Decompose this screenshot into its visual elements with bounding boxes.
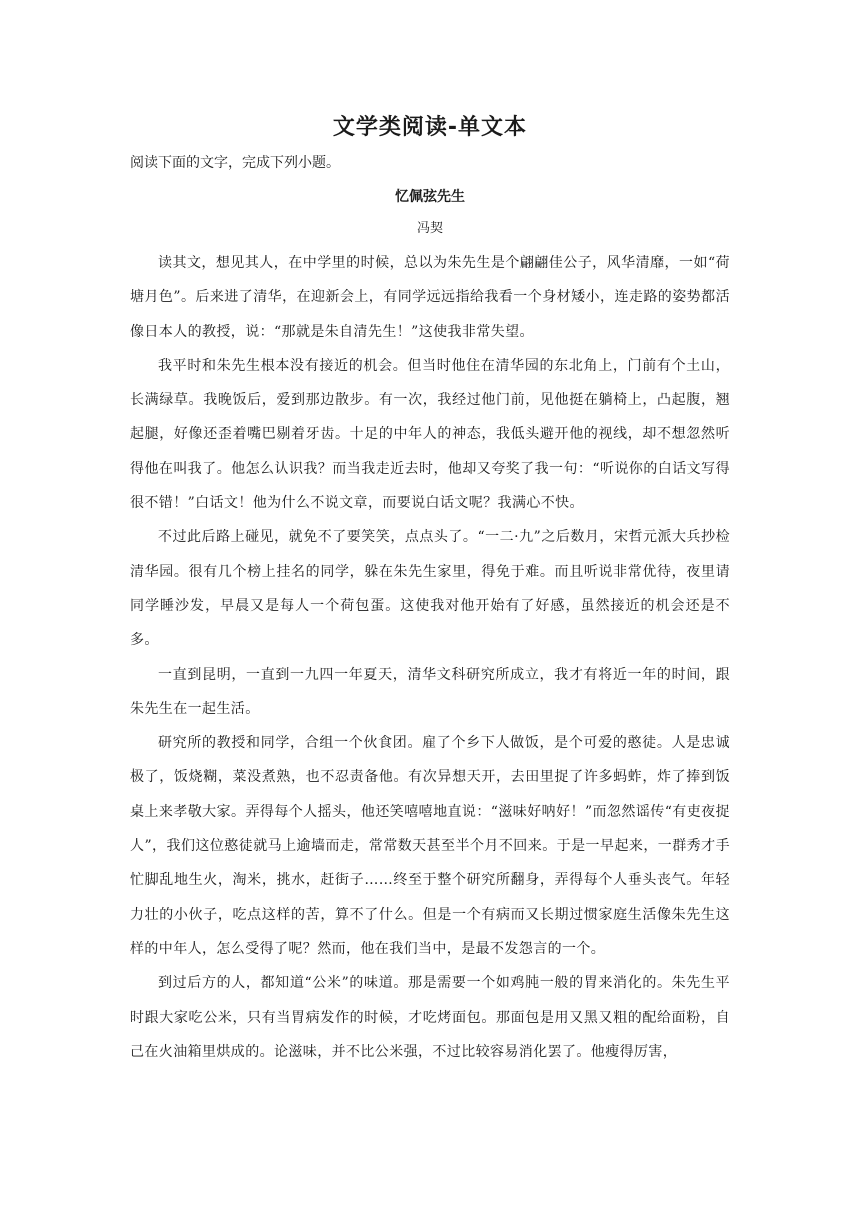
article-author: 冯契 xyxy=(416,221,443,236)
article-body xyxy=(130,246,730,1069)
paragraph: 不过此后路上碰见，就免不了要笑笑，点点头了。“一二·九”之后数月，宋哲元派大兵抄检清华园。很有几个榜上挂名的同学，躲在朱先生家里，得免于难。而且听说非常优待，夜里请同学睡沙发，早晨又是每人一个荷包蛋。这使我对他开始有了好感，虽然接近的机会还是不多。 xyxy=(130,529,730,649)
document-page xyxy=(130,112,730,1069)
document-title: 文学类阅读-单文本 xyxy=(332,115,528,140)
paragraph: 到过后方的人，都知道“公米”的味道。那是需要一个如鸡肫一般的胃来消化的。朱先生平时跟大家吃公米，只有当胃病发作的时候，才吃烤面包。那面包是用又黑又粗的配给面粉，自己在火油箱里烘成的。论滋味，并不比公米强，不过比较容易消化罢了。他瘦得厉害， xyxy=(130,975,730,1060)
paragraph: 研究所的教授和同学，合组一个伙食团。雇了个乡下人做饭，是个可爱的憨徒。人是忠诚极了，饭烧糊，菜没煮熟，也不忍责备他。有次异想天开，去田里捉了许多蚂蚱，炸了捧到饭桌上来孝敬大家。弄得每个人摇头，他还笑嘻嘻地直说：“滋味好呐好！”而忽然谣传“有吏夜捉人”，我们这位憨徒就马上逾墙而走，常常数天甚至半个月不回来。于是一早起来，一群秀才手忙脚乱地生火，淘米，挑水，赶街子……终至于整个研究所翻身，弄得每个人垂头丧气。年轻力壮的小伙子，吃点这样的苦，算不了什么。但是一个有病而又长期过惯家庭生活像朱先生这样的中年人，怎么受得了呢？然而，他在我们当中，是最不发怨言的一个。 xyxy=(130,735,730,957)
paragraph: 我平时和朱先生根本没有接近的机会。但当时他住在清华园的东北角上，门前有个土山，长满绿草。我晚饭后，爱到那边散步。有一次，我经过他门前，见他挺在躺椅上，凸起腹，翘起腿，好像还歪着嘴巴剔着牙齿。十足的中年人的神态，我低头避开他的视线，却不想忽然听得他在叫我了。他怎么认识我？而当我走近去时，他却又夸奖了我一句：“听说你的白话文写得很不错！”白话文！他为什么不说文章，而要说白话文呢？我满心不快。 xyxy=(130,357,730,512)
paragraph: 一直到昆明，一直到一九四一年夏天，清华文科研究所成立，我才有将近一年的时间，跟朱先生在一起生活。 xyxy=(130,666,730,717)
article-title: 忆佩弦先生 xyxy=(395,189,465,205)
reading-instruction: 阅读下面的文字，完成下列小题。 xyxy=(130,155,340,171)
paragraph: 读其文，想见其人，在中学里的时候，总以为朱先生是个翩翩佳公子，风华清靡，一如“荷塘月色”。后来进了清华，在迎新会上，有同学远远指给我看一个身材矮小，连走路的姿势都活像日本人的教授，说：“那就是朱自清先生！”这使我非常失望。 xyxy=(130,255,730,340)
